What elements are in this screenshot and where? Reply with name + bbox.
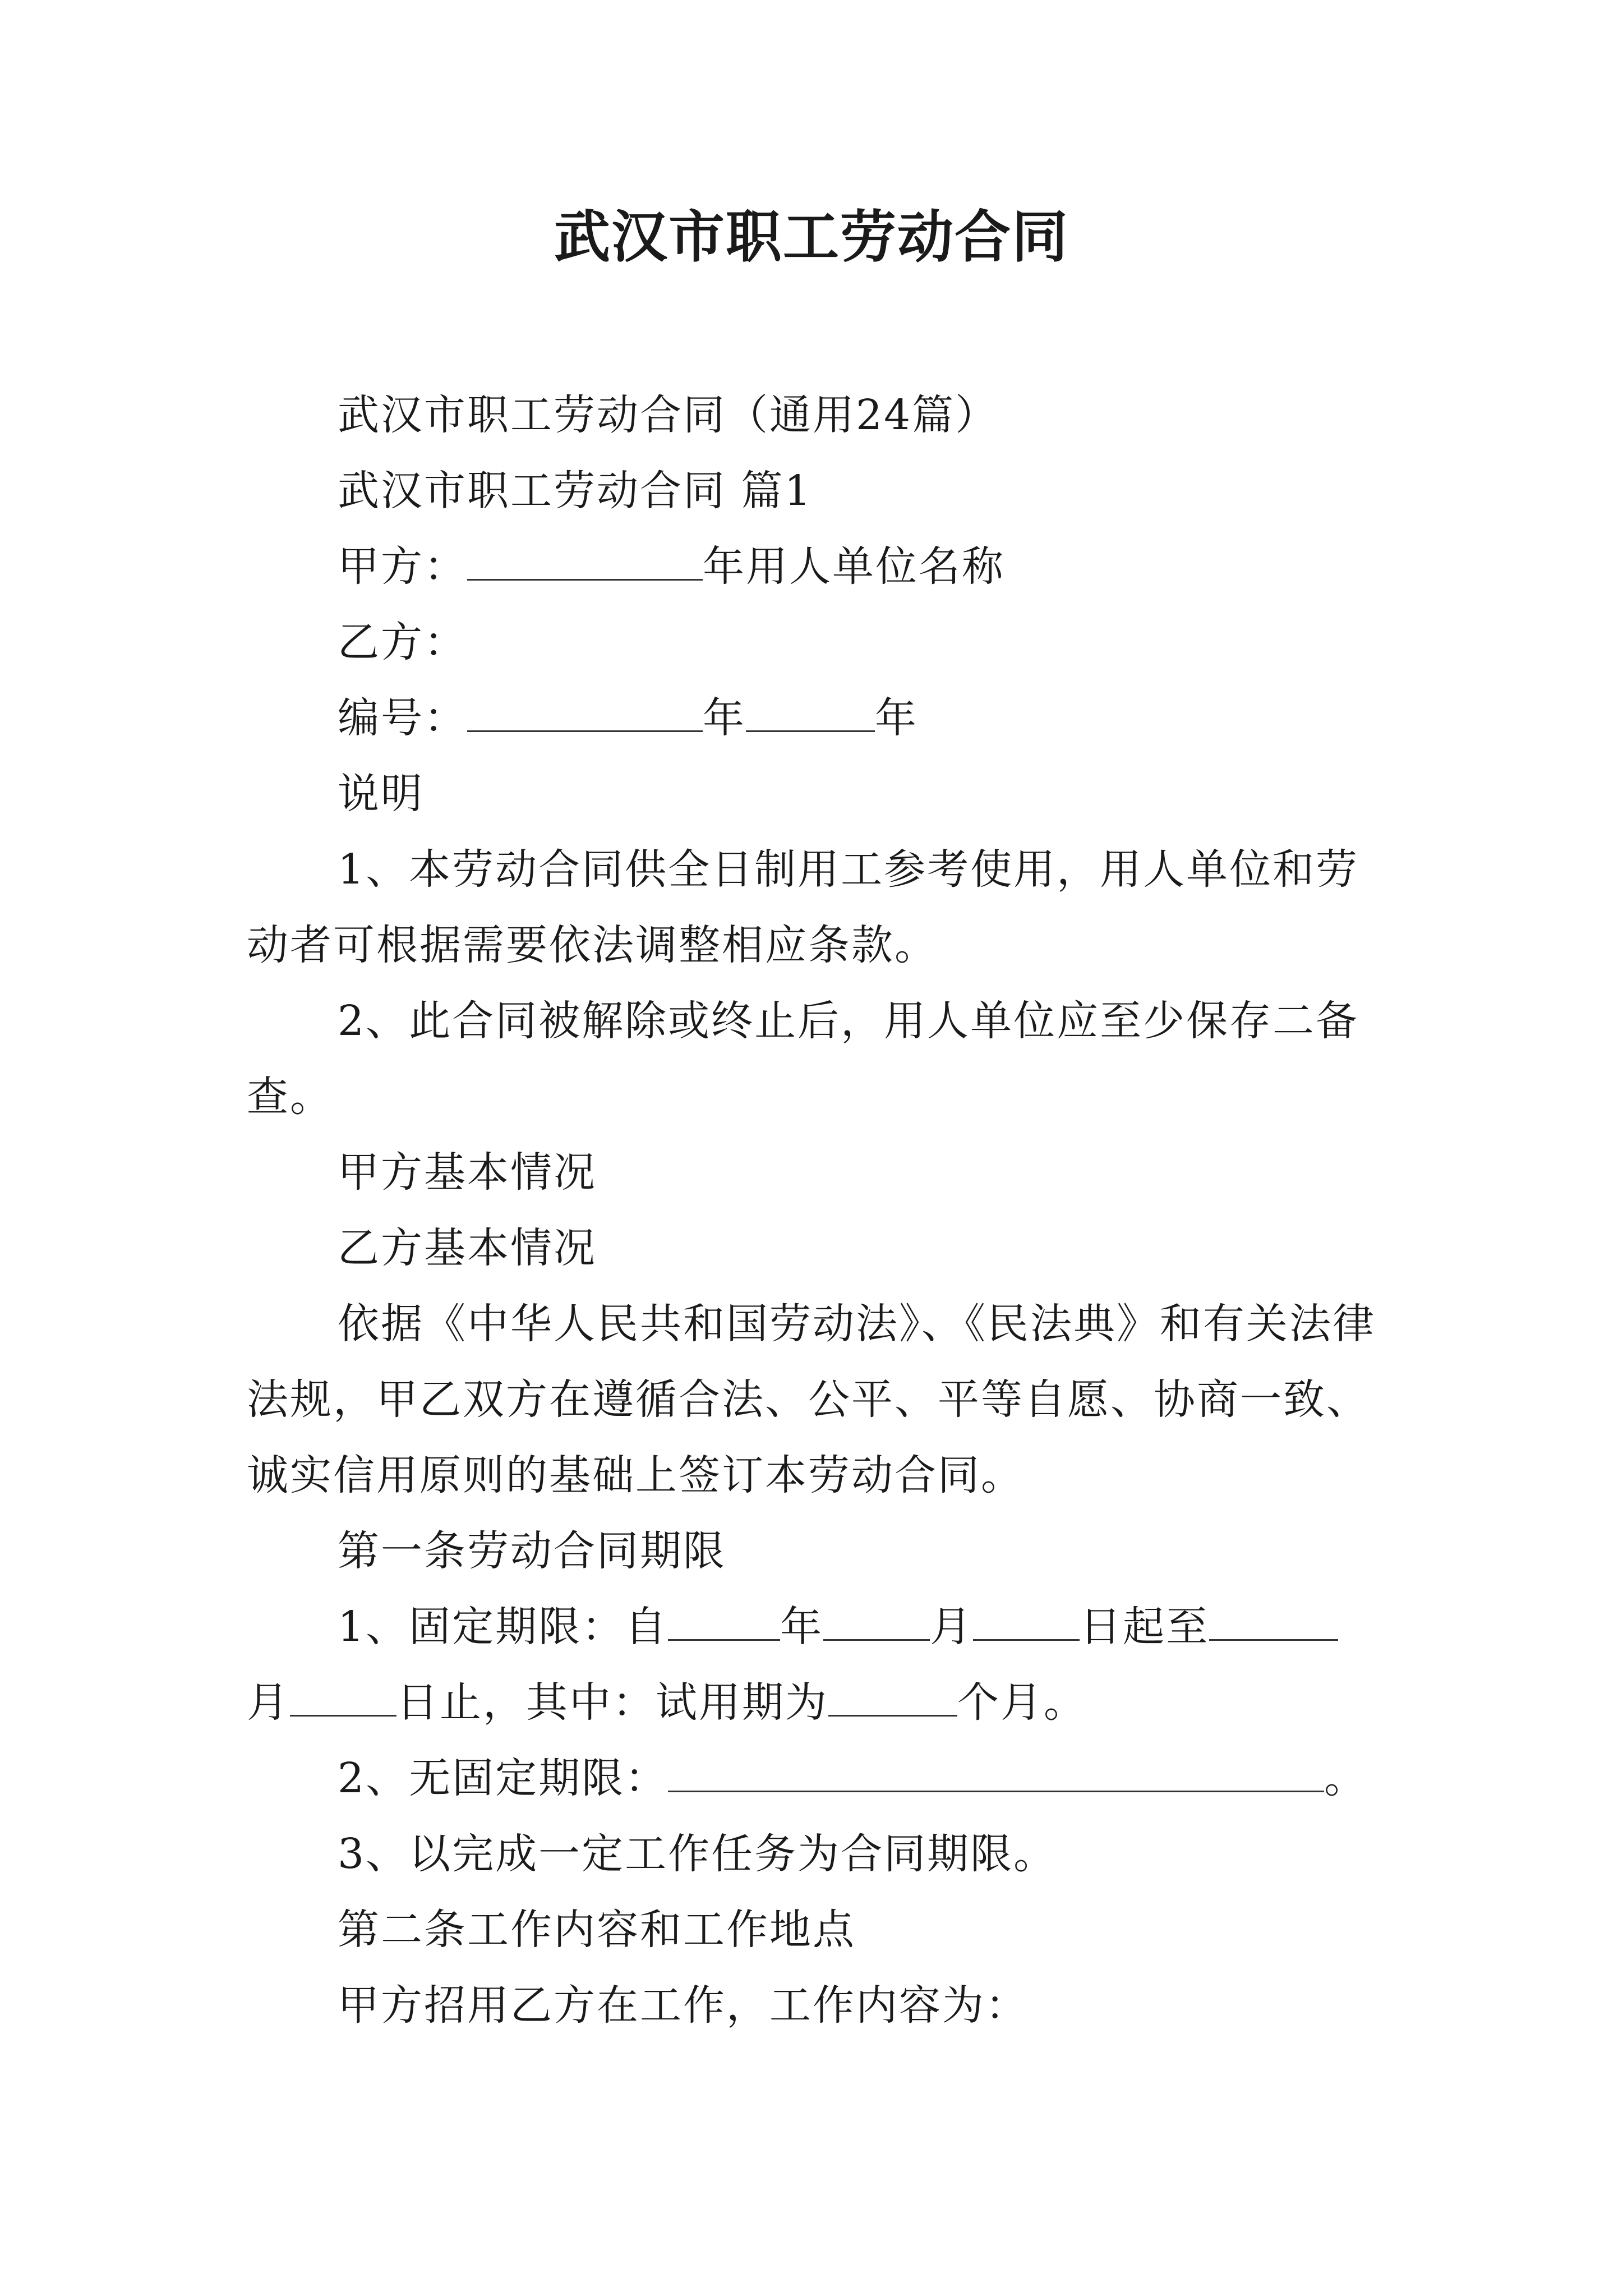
open-term-blank[interactable] [668,1751,1324,1792]
paragraph-line: 法规，甲乙双方在遵循合法、公平、平等自愿、协商一致、 [247,1375,1370,1424]
end-year-blank[interactable] [1209,1600,1338,1641]
subtitle-line: 武汉市职工劳动合同（通用24篇） [338,391,999,439]
explanation-heading: 说明 [338,770,424,818]
open-term-line: 2、无固定期限： 。 [338,1750,1367,1806]
party-b-info-heading: 乙方基本情况 [338,1224,597,1272]
party-a-line: 甲方： 年用人单位名称 [338,539,1005,595]
paragraph-line: 3、以完成一定工作任务为合同期限。 [338,1830,1057,1878]
party-b-line: 乙方： [338,618,467,666]
probation-blank[interactable] [828,1676,957,1717]
section-heading: 武汉市职工劳动合同 篇1 [338,467,813,515]
paragraph-line: 甲方招用乙方在工作，工作内容为： [338,1981,1029,2030]
number-blank-2[interactable] [746,691,875,732]
end-day-blank[interactable] [290,1676,396,1717]
paragraph-line: 诚实信用原则的基础上签订本劳动合同。 [247,1451,1024,1499]
document-title: 武汉市职工劳动合同 [554,204,1069,270]
party-a-blank[interactable] [467,540,703,581]
fixed-term-line: 1、固定期限：自 年 月 日起至 [338,1599,1338,1655]
paragraph-line: 查。 [247,1073,333,1121]
number-blank-1[interactable] [467,691,703,732]
article-1-heading: 第一条劳动合同期限 [338,1527,726,1575]
paragraph-line: 依据《中华人民共和国劳动法》、《民法典》和有关法律 [338,1300,1376,1348]
start-day-blank[interactable] [973,1600,1080,1641]
paragraph-line: 1、本劳动合同供全日制用工参考使用，用人单位和劳 [338,845,1359,894]
paragraph-line: 动者可根据需要依法调整相应条款。 [247,921,938,969]
article-2-heading: 第二条工作内容和工作地点 [338,1906,856,1954]
number-line: 编号： 年 年 [338,690,918,746]
fixed-term-line-cont: 月 日止，其中：试用期为 个月。 [247,1674,1087,1731]
party-a-info-heading: 甲方基本情况 [338,1148,597,1197]
paragraph-line: 2、此合同被解除或终止后，用人单位应至少保存二备 [338,997,1359,1045]
start-year-blank[interactable] [668,1600,780,1641]
start-month-blank[interactable] [823,1600,930,1641]
